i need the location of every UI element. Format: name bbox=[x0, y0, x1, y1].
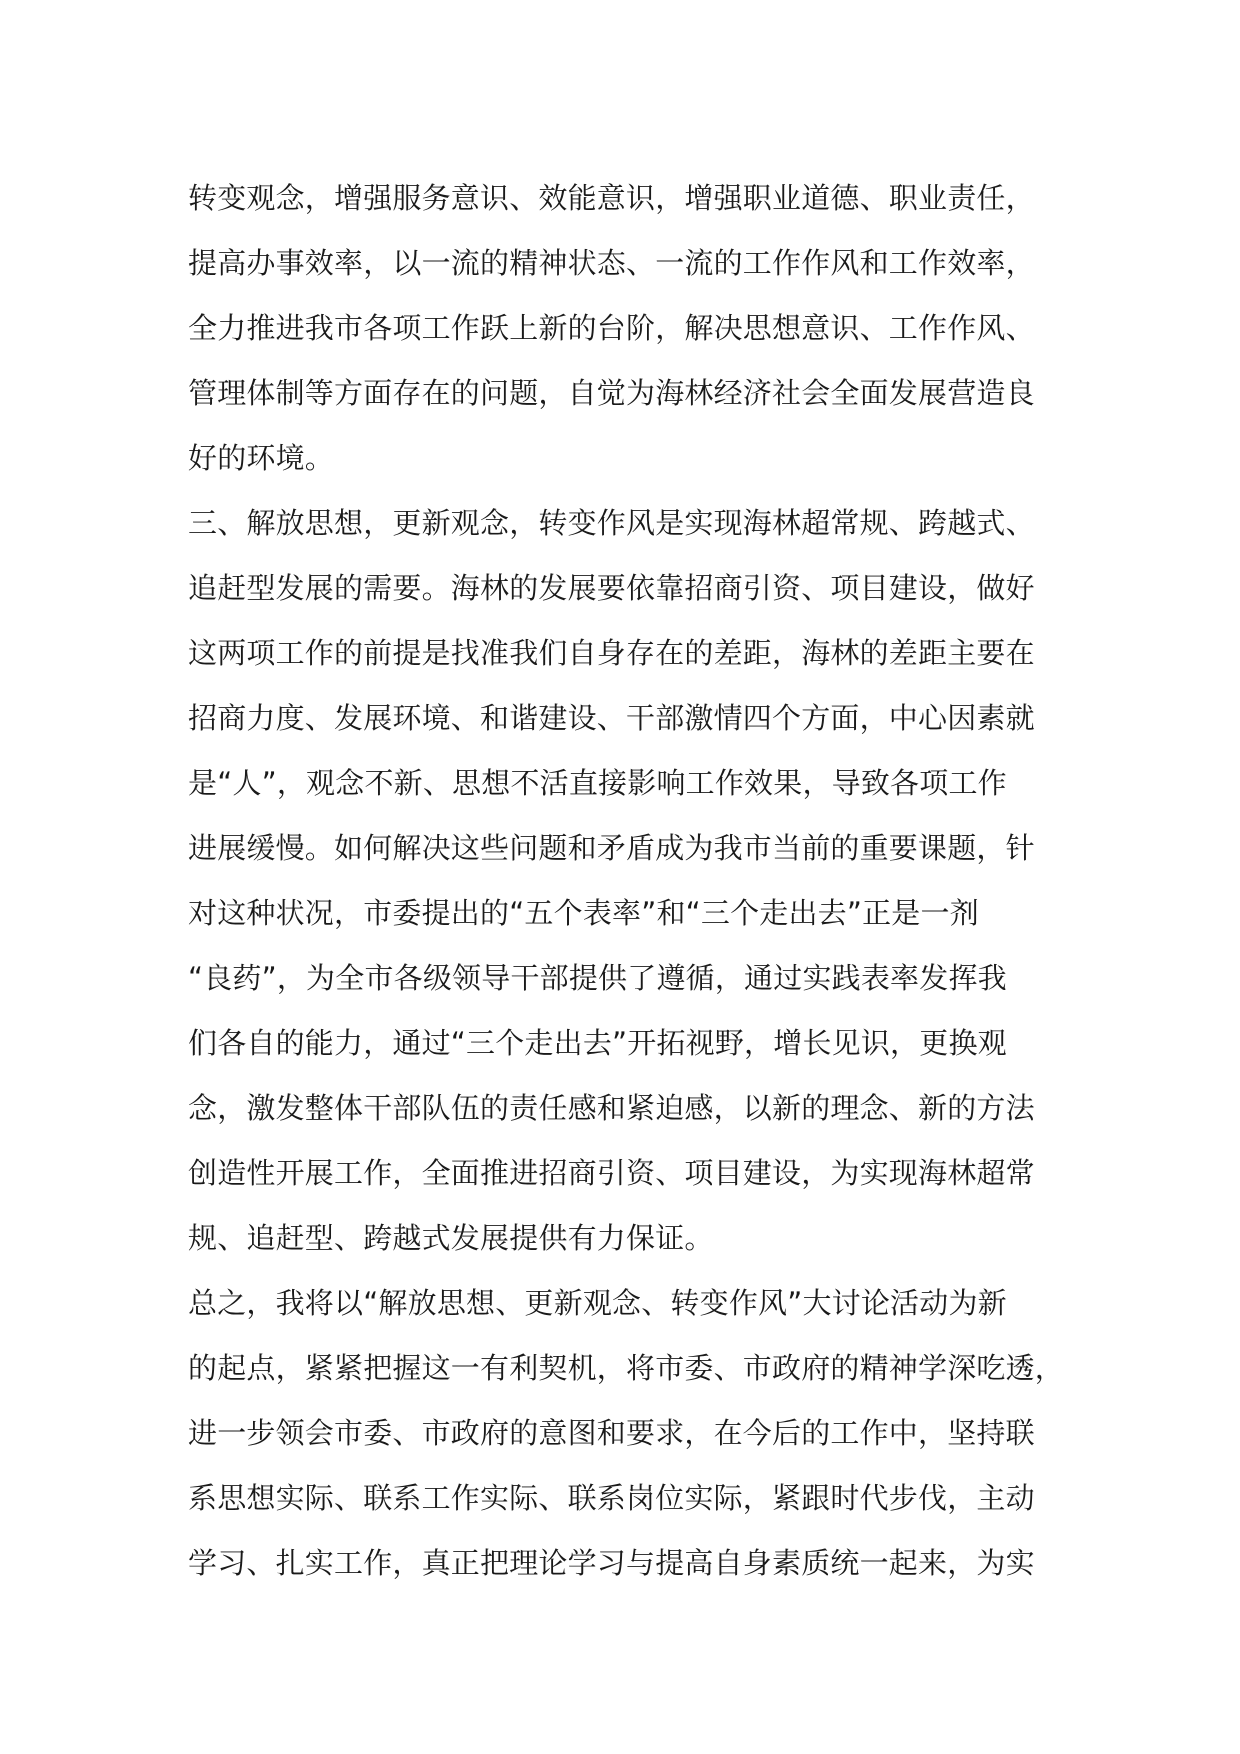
text-line: 是“人”，观念不新、思想不活直接影响工作效果，导致各项工作 bbox=[188, 766, 1007, 800]
text-line: 三、解放思想，更新观念，转变作风是实现海林超常规、跨越式、 bbox=[188, 506, 1035, 540]
text-line: 好的环境。 bbox=[188, 441, 335, 475]
text-line: 进一步领会市委、市政府的意图和要求，在今后的工作中，坚持联 bbox=[188, 1416, 1035, 1450]
text-line: 这两项工作的前提是找准我们自身存在的差距，海林的差距主要在 bbox=[188, 636, 1035, 670]
text-line: 创造性开展工作，全面推进招商引资、项目建设，为实现海林超常 bbox=[188, 1156, 1035, 1190]
text-line: 规、追赶型、跨越式发展提供有力保证。 bbox=[188, 1221, 714, 1255]
text-line: 念，激发整体干部队伍的责任感和紧迫感，以新的理念、新的方法 bbox=[188, 1091, 1035, 1125]
text-line: 转变观念，增强服务意识、效能意识，增强职业道德、职业责任， bbox=[188, 181, 1035, 215]
text-line: 管理体制等方面存在的问题，自觉为海林经济社会全面发展营造良 bbox=[188, 376, 1035, 410]
text-line: 全力推进我市各项工作跃上新的台阶，解决思想意识、工作作风、 bbox=[188, 311, 1035, 345]
text-line: 系思想实际、联系工作实际、联系岗位实际，紧跟时代步伐，主动 bbox=[188, 1481, 1035, 1515]
text-line: 追赶型发展的需要。海林的发展要依靠招商引资、项目建设，做好 bbox=[188, 571, 1035, 605]
text-line: 总之，我将以“解放思想、更新观念、转变作风”大讨论活动为新 bbox=[188, 1286, 1007, 1320]
text-line: 招商力度、发展环境、和谐建设、干部激情四个方面，中心因素就 bbox=[188, 701, 1035, 735]
text-line: 学习、扎实工作，真正把理论学习与提高自身素质统一起来，为实 bbox=[188, 1546, 1035, 1580]
text-line: 的起点，紧紧把握这一有利契机，将市委、市政府的精神学深吃透， bbox=[188, 1351, 1065, 1385]
text-line: 进展缓慢。如何解决这些问题和矛盾成为我市当前的重要课题，针 bbox=[188, 831, 1035, 865]
text-line: “良药”，为全市各级领导干部提供了遵循，通过实践表率发挥我 bbox=[188, 961, 1007, 995]
text-line: 提高办事效率，以一流的精神状态、一流的工作作风和工作效率， bbox=[188, 246, 1035, 280]
document-body bbox=[188, 166, 1088, 1596]
text-line: 们各自的能力，通过“三个走出去”开拓视野，增长见识，更换观 bbox=[188, 1026, 1007, 1060]
text-line: 对这种状况，市委提出的“五个表率”和“三个走出去”正是一剂 bbox=[188, 896, 979, 930]
